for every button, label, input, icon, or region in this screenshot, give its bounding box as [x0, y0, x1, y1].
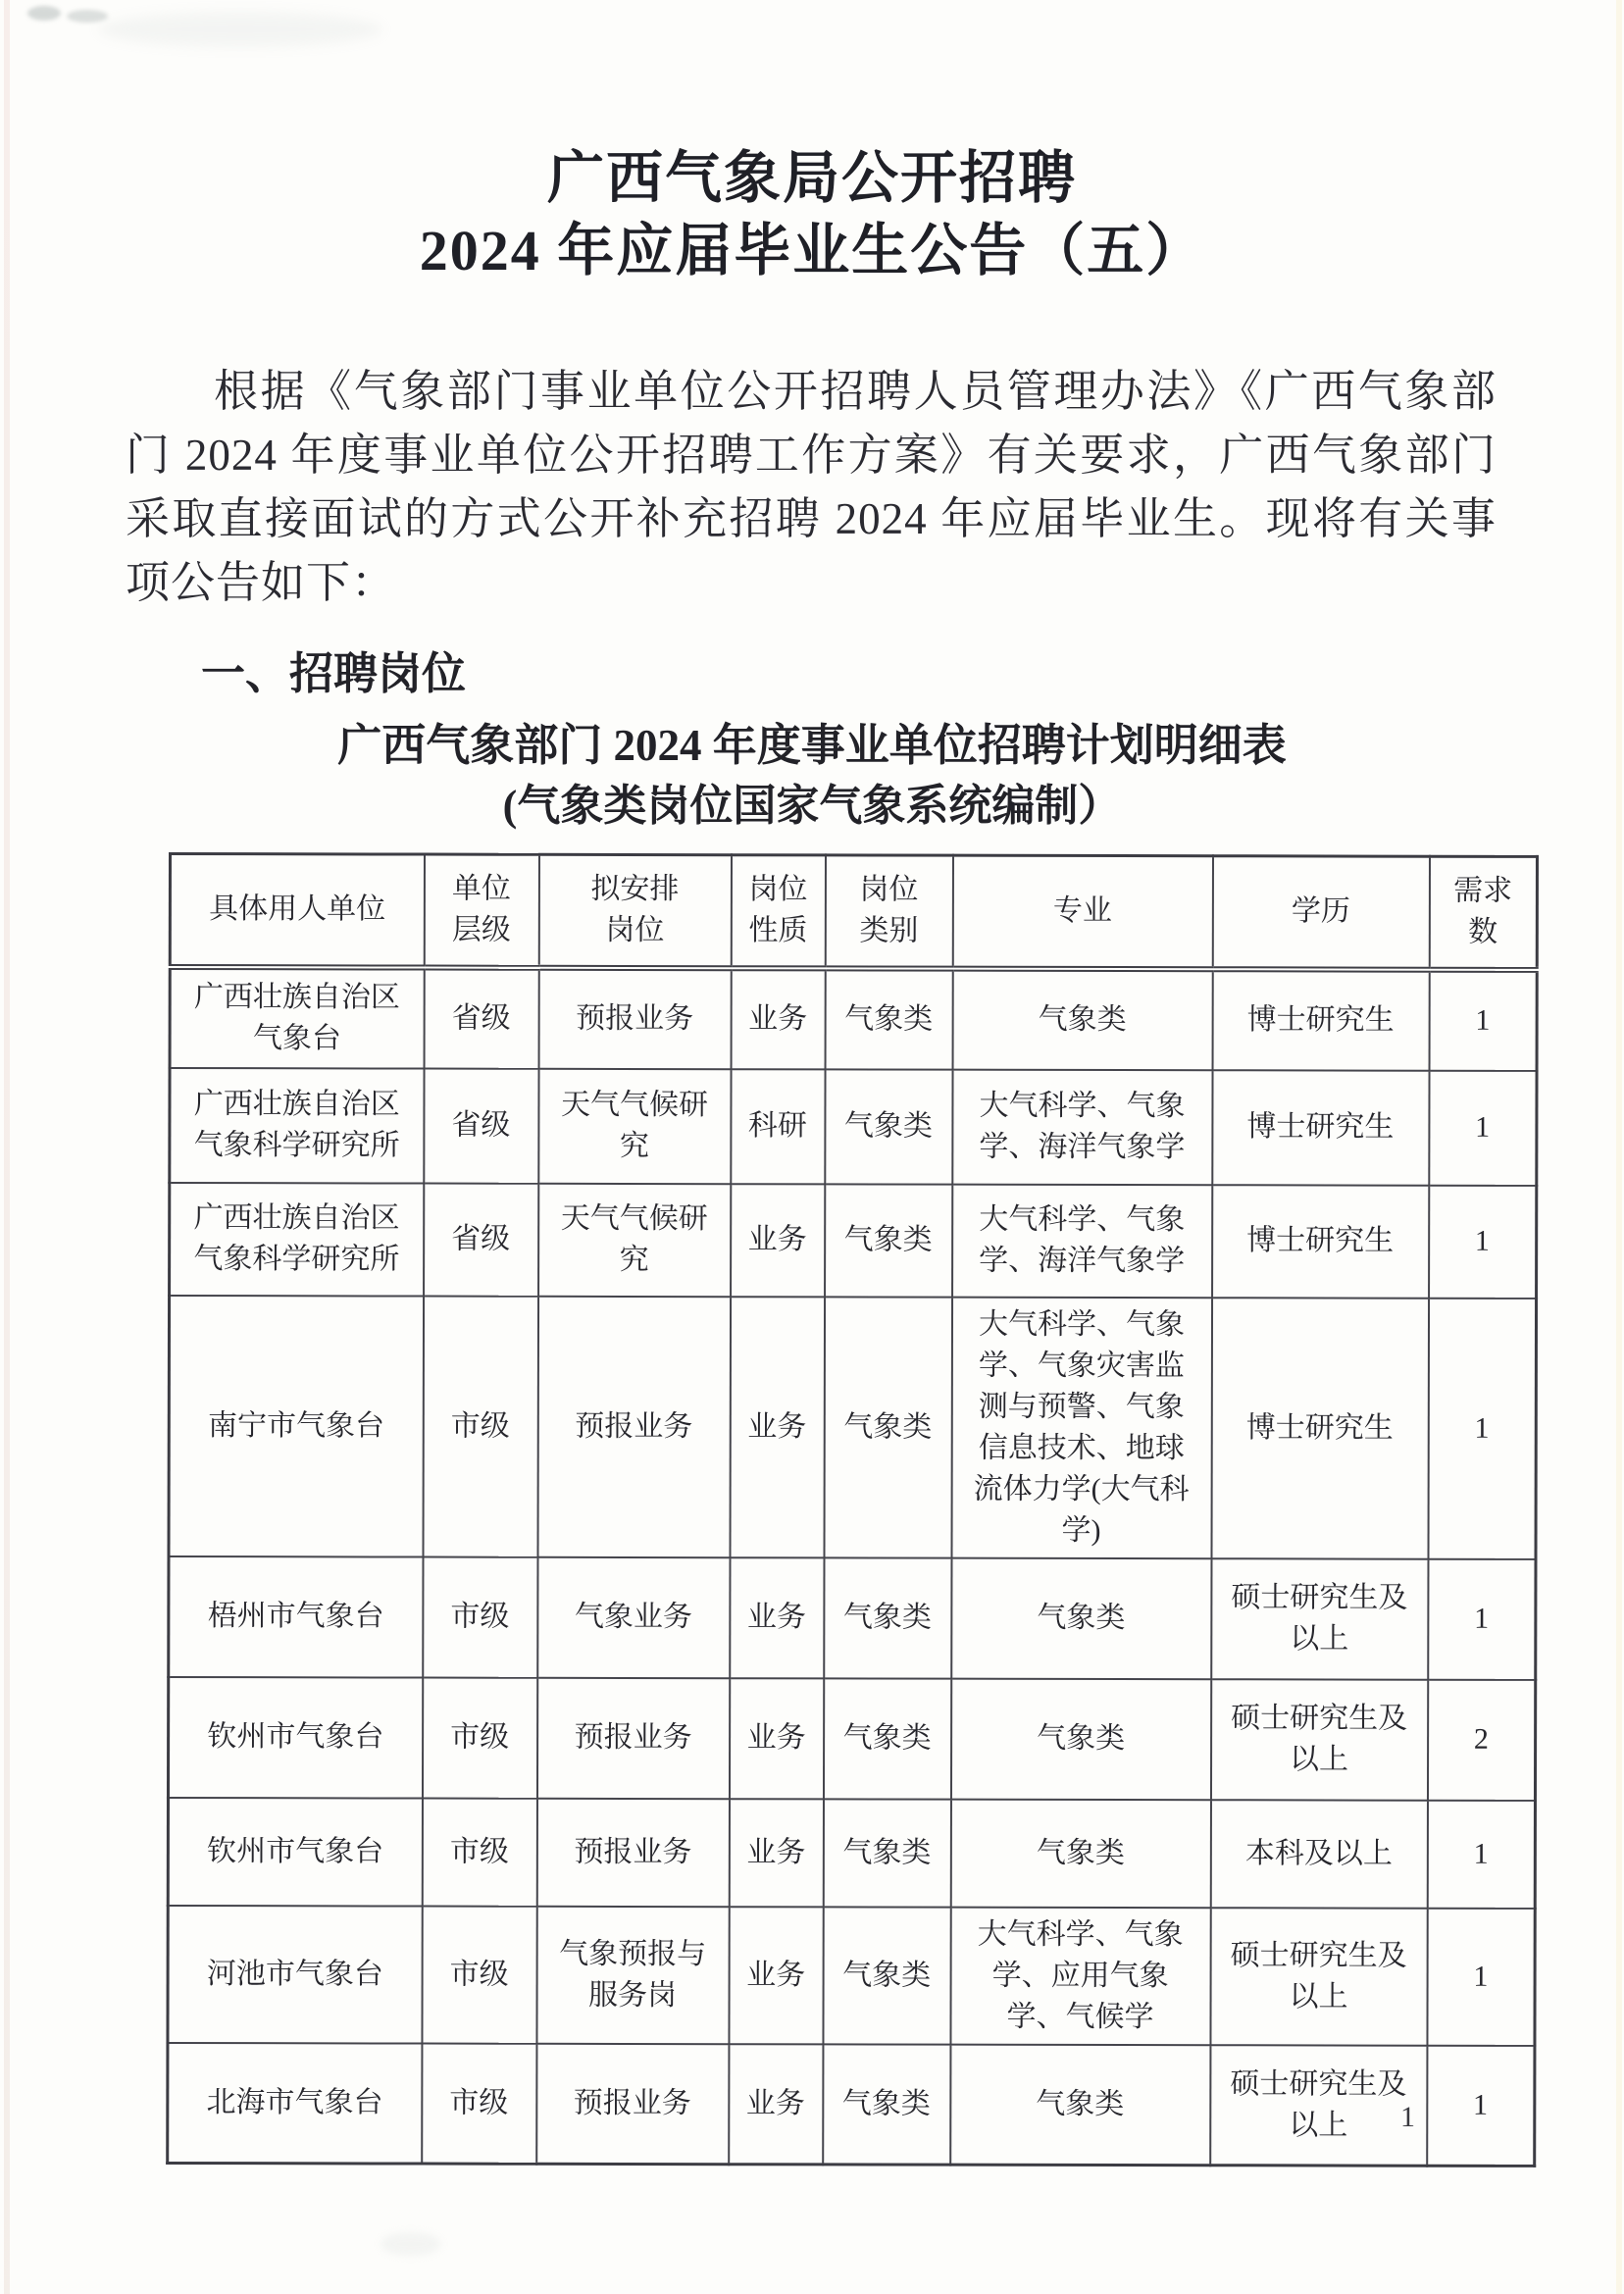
table-cell: 南宁市气象台: [169, 1296, 424, 1557]
table-cell: 气象类: [952, 968, 1212, 1070]
table-cell: 广西壮族自治区气象科学研究所: [170, 1068, 424, 1184]
table-cell: 气象类: [950, 1678, 1210, 1800]
table-cell: 天气气候研究: [538, 1183, 731, 1296]
recruitment-table-wrapper: [166, 852, 1624, 2167]
table-cell: 气象预报与服务岗: [536, 1906, 729, 2043]
table-cell: 气象类: [950, 2044, 1210, 2166]
table-cell: 1: [1429, 1185, 1537, 1298]
table-row: [170, 1183, 1537, 1299]
table-cell: 预报业务: [536, 1798, 729, 1906]
table-title: 广西气象部门 2024 年度事业单位招聘计划明细表: [337, 721, 1287, 770]
table-cell: 广西壮族自治区气象台: [170, 967, 424, 1069]
table-cell: 气象类: [823, 1907, 950, 2044]
table-cell: 科研: [731, 1069, 825, 1184]
table-cell: 气象类: [823, 1799, 950, 1907]
table-cell: 广西壮族自治区气象科学研究所: [170, 1183, 424, 1297]
table-cell: 博士研究生: [1211, 1298, 1429, 1558]
table-cell: 市级: [422, 1798, 536, 1906]
table-cell: 业务: [729, 1678, 823, 1799]
table-row: [168, 1798, 1535, 1909]
table-cell: 气象类: [825, 1069, 952, 1184]
table-cell: 博士研究生: [1212, 1070, 1429, 1185]
scan-smudge-artifact: [67, 10, 108, 23]
table-cell: 业务: [730, 1557, 824, 1678]
table-header-cell: 需求 数: [1429, 856, 1537, 969]
table-cell: 业务: [730, 1297, 825, 1557]
table-header-cell: 学历: [1212, 856, 1429, 969]
table-cell: 2: [1427, 1679, 1535, 1800]
table-cell: 硕士研究生及以上: [1210, 1908, 1427, 2045]
table-cell: 钦州市气象台: [168, 1677, 422, 1799]
table-cell: 业务: [729, 2044, 823, 2165]
scan-smudge-artifact: [27, 6, 61, 21]
table-cell: 硕士研究生及以上: [1211, 1558, 1428, 1679]
table-cell: 气象类: [825, 1184, 952, 1297]
table-cell: 气象类: [950, 1799, 1210, 1908]
table-cell: 1: [1427, 1908, 1535, 2045]
document-title-line1: 广西气象局公开招聘: [546, 146, 1077, 210]
recruitment-table: [166, 852, 1539, 2167]
table-cell: 大气科学、气象学、海洋气象学: [952, 1069, 1212, 1185]
table-cell: 气象类: [823, 1678, 950, 1799]
document-title: [118, 142, 1506, 287]
table-cell: 博士研究生: [1212, 969, 1429, 1070]
table-header-cell: 岗位 类别: [825, 855, 952, 968]
table-row: [169, 1296, 1537, 1559]
table-cell: 市级: [422, 1906, 536, 2043]
table-cell: 气象类: [825, 968, 952, 1069]
table-cell: 市级: [422, 1677, 536, 1798]
table-cell: 业务: [731, 1184, 825, 1297]
table-header-row: [170, 854, 1537, 970]
table-cell: 预报业务: [536, 1677, 729, 1798]
table-cell: 气象类: [824, 1297, 952, 1557]
table-cell: 市级: [423, 1556, 537, 1677]
table-row: [170, 1068, 1537, 1186]
table-cell: 市级: [422, 2043, 536, 2164]
table-cell: 业务: [731, 968, 825, 1069]
table-cell: 1: [1427, 2045, 1535, 2166]
table-cell: 大气科学、气象学、气象灾害监测与预警、气象信息技术、地球流体力学(大气科学): [951, 1297, 1212, 1558]
table-row: [170, 967, 1537, 1071]
table-cell: 省级: [424, 1068, 538, 1183]
table-cell: 省级: [424, 967, 538, 1068]
table-header-cell: 单位 层级: [424, 854, 538, 967]
table-cell: 市级: [423, 1296, 538, 1556]
table-cell: 1: [1427, 1800, 1535, 1908]
table-cell: 业务: [729, 1799, 823, 1907]
table-cell: 硕士研究生及以上: [1210, 1679, 1427, 1800]
table-cell: 气象类: [823, 2044, 950, 2165]
table-header-cell: 专业: [952, 855, 1212, 969]
page-number: 1: [1400, 2101, 1415, 2133]
table-row: [168, 1677, 1535, 1801]
document-title-line2: 2024 年应届毕业生公告（五）: [419, 219, 1205, 282]
table-cell: 大气科学、气象学、应用气象学、气候学: [950, 1907, 1210, 2045]
table-cell: 北海市气象台: [168, 2043, 422, 2165]
intro-paragraph: 根据《气象部门事业单位公开招聘人员管理办法》《广西气象部门 2024 年度事业单位公开招聘工作方案》有关要求，广西气象部门采取直接面试的方式公开补充招聘 2024 年应届毕业生。现将有关事项公告如下：: [126, 367, 1497, 607]
table-cell: 河池市气象台: [168, 1906, 422, 2044]
table-cell: 本科及以上: [1210, 1800, 1427, 1908]
table-cell: 1: [1428, 1298, 1537, 1558]
section-heading: 一、招聘岗位: [201, 649, 467, 698]
table-cell: 预报业务: [536, 2043, 729, 2164]
table-subtitle: (气象类岗位国家气象系统编制）: [502, 782, 1122, 830]
table-cell: 省级: [424, 1183, 538, 1296]
table-row: [169, 1556, 1536, 1680]
table-row: [168, 2043, 1535, 2167]
table-cell: 预报业务: [537, 1296, 731, 1556]
table-header-cell: 具体用人单位: [170, 854, 424, 968]
table-row: [168, 1906, 1535, 2046]
table-header-cell: 岗位 性质: [731, 855, 825, 968]
table-cell: 气象业务: [537, 1556, 730, 1677]
table-cell: 气象类: [951, 1557, 1211, 1679]
table-cell: 大气科学、气象学、海洋气象学: [952, 1184, 1212, 1298]
table-cell: 钦州市气象台: [168, 1798, 422, 1907]
table-header-cell: 拟安排 岗位: [538, 854, 731, 967]
table-cell: 硕士研究生及以上: [1210, 2045, 1427, 2166]
scan-edge-left-artifact: [4, 0, 10, 2294]
table-cell: 业务: [729, 1907, 823, 2044]
table-cell: 1: [1429, 969, 1537, 1070]
table-cell: 1: [1428, 1558, 1536, 1679]
table-cell: 气象类: [824, 1557, 951, 1678]
table-cell: 1: [1429, 1070, 1537, 1185]
scan-smudge-artifact: [381, 2232, 441, 2256]
table-cell: 预报业务: [538, 967, 731, 1068]
table-cell: 梧州市气象台: [169, 1556, 423, 1678]
table-cell: 天气气候研究: [538, 1068, 731, 1183]
table-cell: 博士研究生: [1212, 1185, 1429, 1298]
scan-smudge-artifact: [98, 12, 382, 47]
